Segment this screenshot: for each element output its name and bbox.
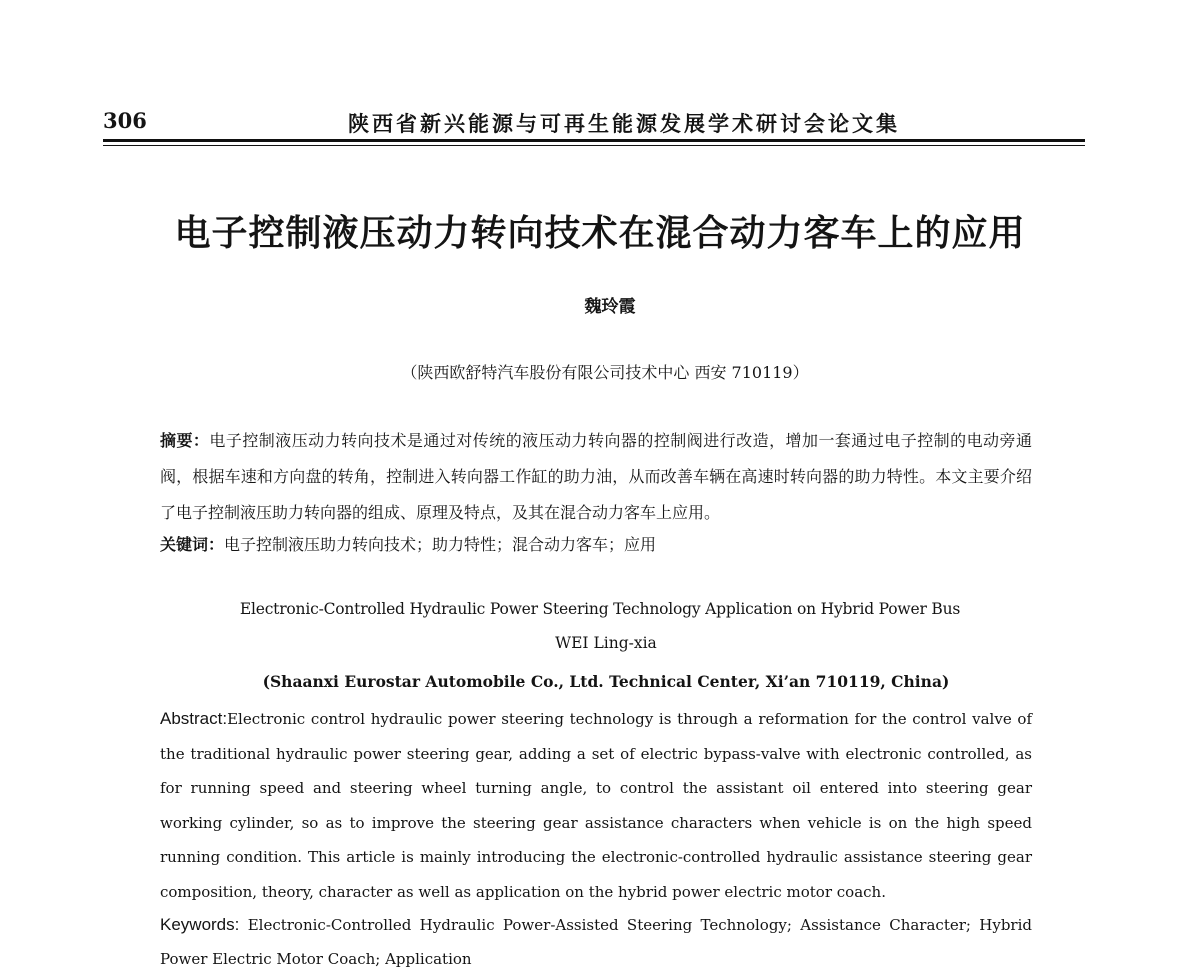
paper-title-cn: 电子控制液压动力转向技术在混合动力客车上的应用 — [174, 213, 1026, 254]
keywords-en-text: Electronic-Controlled Hydraulic Power-Assisted Steering Technology; Assistance Character; Hybrid — [247, 916, 1032, 934]
keywords-cn-text: 电子控制液压助力转向技术；助力特性；混合动力客车；应用 — [224, 535, 657, 554]
keywords-en-label: Keywords: — [160, 915, 240, 934]
abstract-en — [160, 702, 1032, 909]
author-cn: 魏玲霞 — [584, 297, 636, 317]
abstract-en-text: Electronic control hydraulic power steering technology is through a reformation for the control valve of the traditional hydraulic power steering gear, adding a set of electric bypass-valve with electronic controlled, as for running speed and steering wheel turning angle, to control the assistant oil entered into steering gear working cylinder, so as to improve the steering gear assistance characters when vehicle is on the high speed running condition. This article is mainly introducing the electronic-controlled hydraulic assistance steering gear composition, theory, character as well as application on the hybrid power electric motor coach. — [160, 710, 1032, 901]
affiliation-cn: （陕西欧舒特汽车股份有限公司技术中心 西安 710119） — [401, 363, 809, 382]
page-number: 306 — [103, 108, 147, 133]
header-rule-thin — [103, 145, 1085, 146]
keywords-en — [160, 908, 1032, 968]
abstract-en-paragraph — [160, 702, 1032, 909]
author-en: WEI Ling-xia — [555, 634, 657, 652]
abstract-cn-label: 摘要： — [160, 431, 210, 450]
journal-title: 陕西省新兴能源与可再生能源发展学术研讨会论文集 — [348, 111, 900, 136]
keywords-cn-label: 关键词： — [160, 535, 225, 554]
keywords-cn — [160, 531, 1032, 559]
paper-title-en: Electronic-Controlled Hydraulic Power Steering Technology Application on Hybrid Power Bus — [239, 600, 961, 618]
keywords-en-line2: Power Electric Motor Coach; Application — [160, 950, 472, 968]
header-rule-thick — [103, 139, 1085, 142]
running-header — [103, 108, 1085, 138]
abstract-cn-text: 电子控制液压动力转向技术是通过对传统的液压动力转向器的控制阀进行改造，增加一套通过电子控制的电动旁通阀，根据车速和方向盘的转角，控制进入转向器工作缸的助力油，从而改善车辆在高速时转向器的助力特性。本文主要介绍了电子控制液压助力转向器的组成、原理及特点，及其在混合动力客车上应用。 — [160, 431, 1032, 522]
abstract-cn — [160, 423, 1032, 531]
affiliation-en: (Shaanxi Eurostar Automobile Co., Ltd. Technical Center, Xi’an 710119, China) — [262, 672, 950, 691]
keywords-en-line1 — [160, 908, 1032, 942]
abstract-en-label: Abstract: — [160, 709, 228, 728]
